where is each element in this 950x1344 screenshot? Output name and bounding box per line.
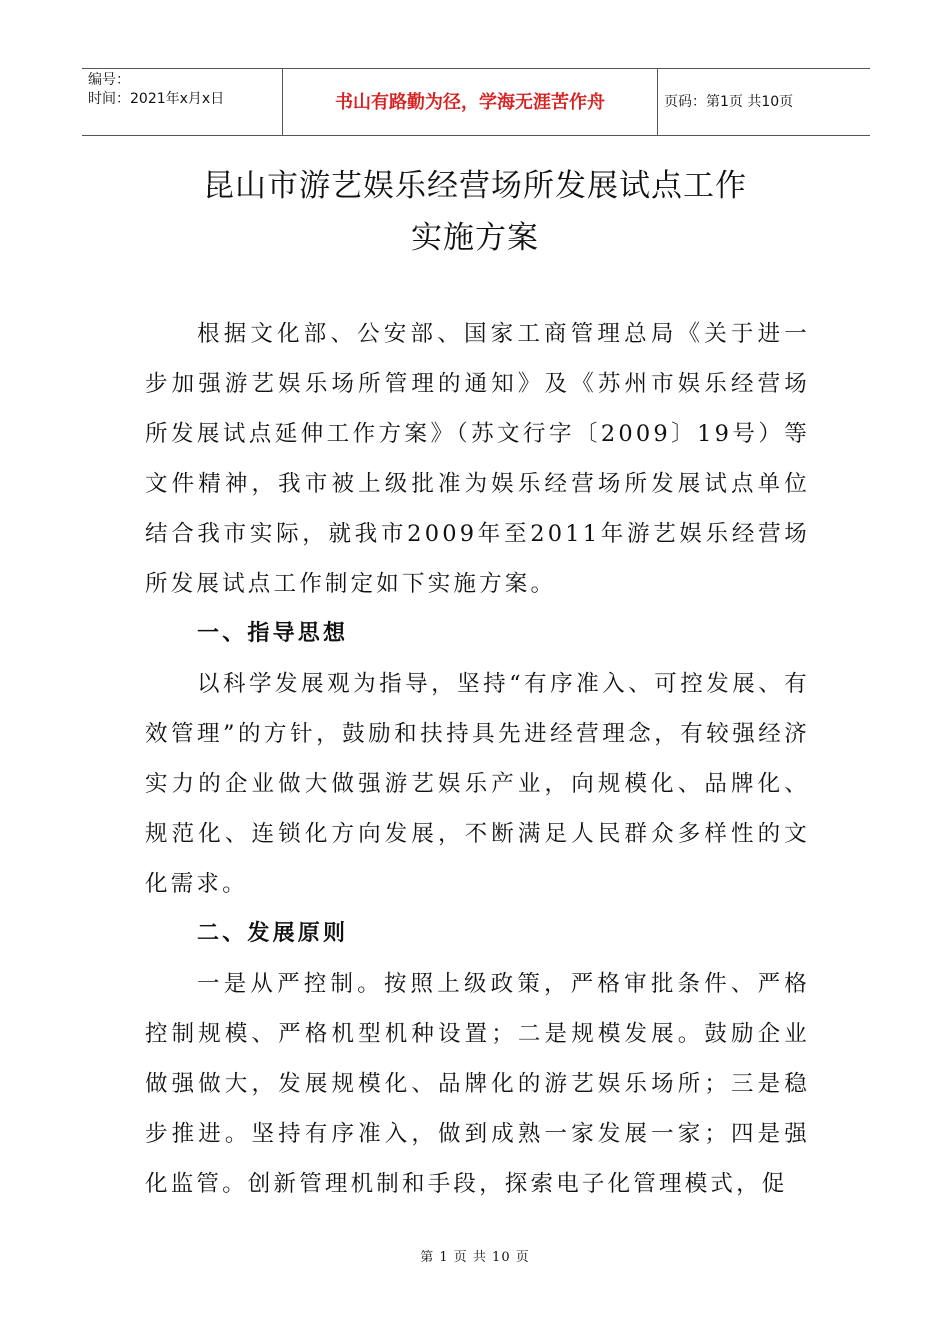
header-meta: [82, 69, 282, 135]
doc-number-label: 编号：: [88, 72, 130, 88]
document-body: [145, 309, 810, 1209]
page-footer: 第 1 页 共 10 页: [420, 1250, 530, 1265]
document-title-line-1: 昆山市游艺娱乐经营场所发展试点工作: [203, 168, 747, 204]
header-motto: 书山有路勤为径，学海无涯苦作舟: [282, 69, 658, 135]
doc-time-label: 时间：2021年x月x日: [88, 91, 225, 107]
section-2-heading: 二、发展原则: [197, 921, 349, 946]
intro-paragraph: 根据文化部、公安部、国家工商管理总局《关于进一步加强游艺娱乐场所管理的通知》及《苏州市娱乐经营场所发展试点延伸工作方案》（苏文行字〔2009〕19号）等文件精神，我市被上级批准为娱乐经营场所发展试点单位结合我市实际，就我市2009年至2011年游艺娱乐经营场所发展试点工作制定如下实施方案。: [145, 321, 810, 597]
document-header: [82, 68, 870, 136]
section-1-heading: 一、指导思想: [197, 621, 349, 646]
section-1-paragraph: 以科学发展观为指导，坚持“有序准入、可控发展、有效管理”的方针，鼓励和扶持具先进经营理念，有较强经济实力的企业做大做强游艺娱乐产业，向规模化、品牌化、规范化、连锁化方向发展，不断满足人民群众多样性的文化需求。: [145, 671, 810, 897]
document-title-line-2: 实施方案: [411, 220, 539, 256]
header-page-info: 页码：第1页 共10页: [664, 93, 794, 110]
section-2-paragraph: 一是从严控制。按照上级政策，严格审批条件、严格控制规模、严格机型机种设置；二是规模发展。鼓励企业做强做大，发展规模化、品牌化的游艺娱乐场所；三是稳步推进。坚持有序准入，做到成熟一家发展一家；四是强化监管。创新管理机制和手段，探索电子化管理模式，促: [145, 971, 810, 1197]
